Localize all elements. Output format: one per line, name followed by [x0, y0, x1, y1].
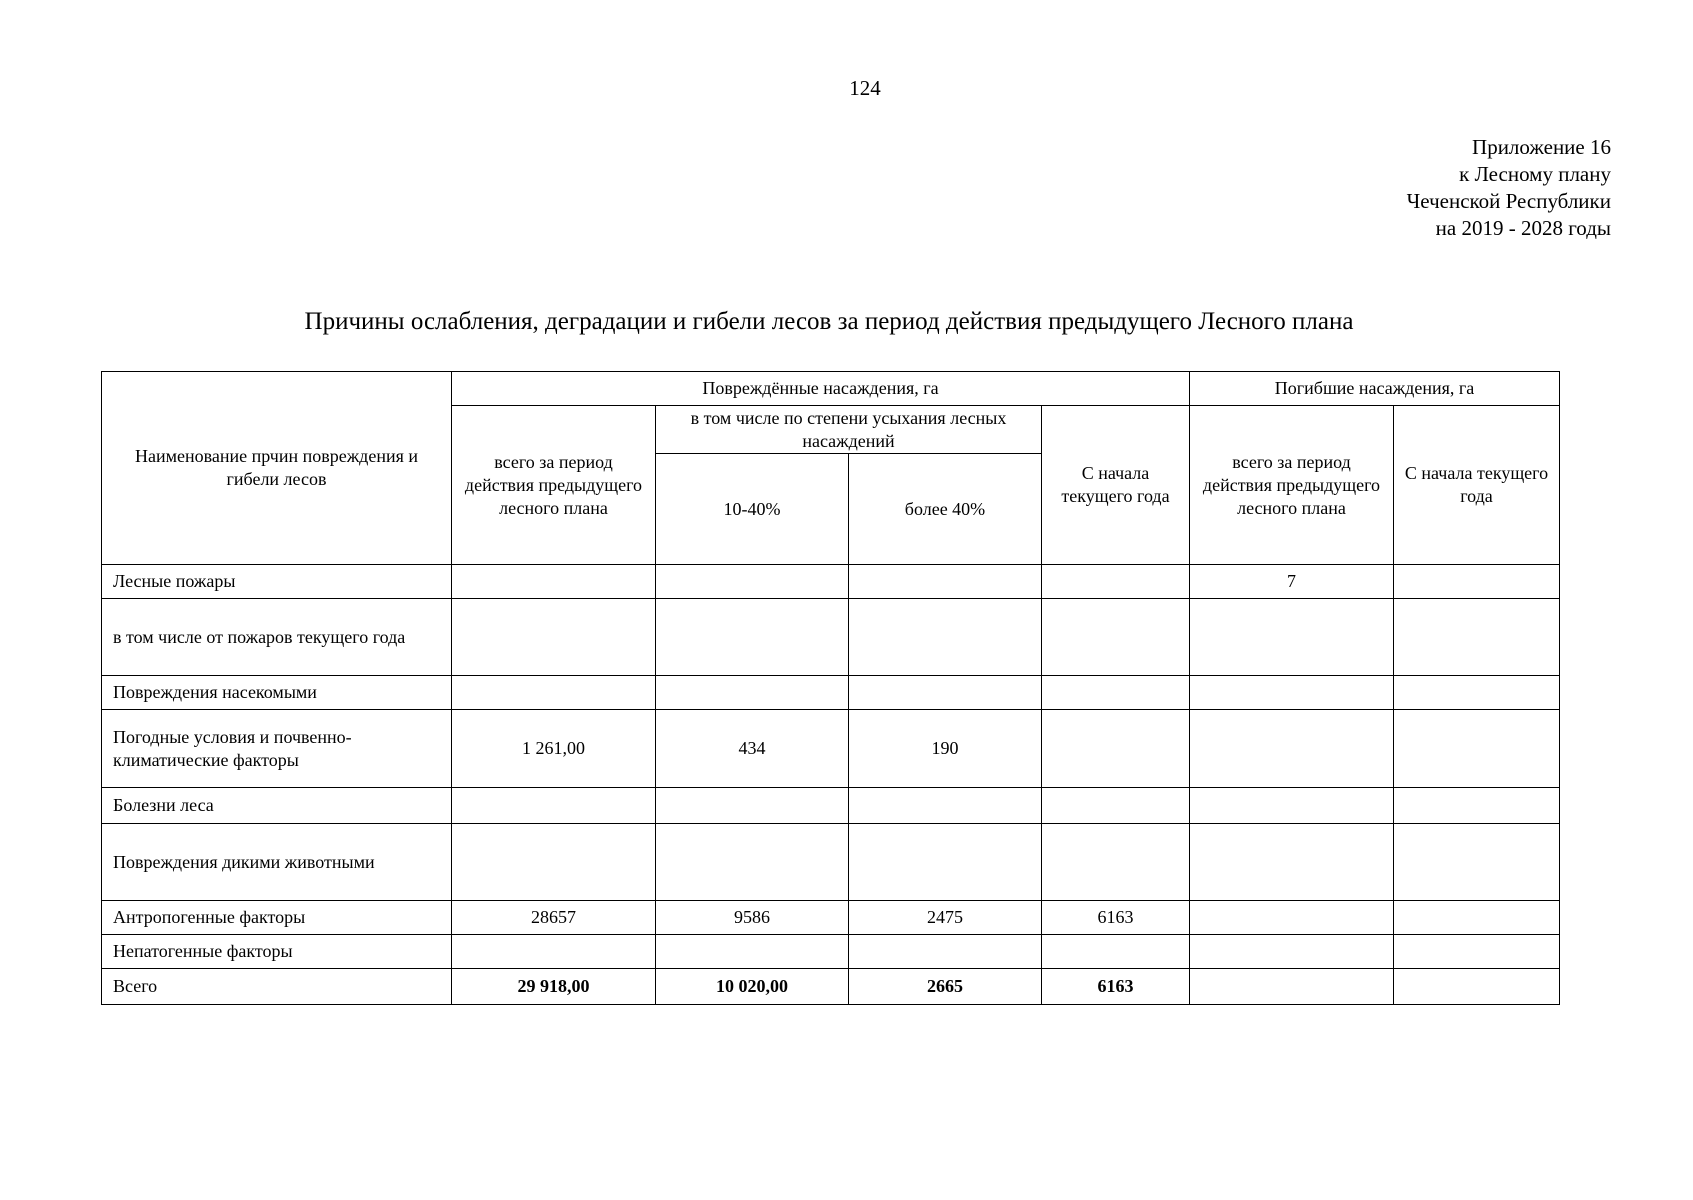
cell-10-40: 9586 — [656, 901, 849, 935]
table-row — [102, 676, 1560, 710]
cell-dead-total — [1190, 935, 1394, 969]
cell-since-year-start: 6163 — [1042, 969, 1190, 1005]
cell-dead-total — [1190, 788, 1394, 824]
header-dead-total-period: всего за период действия предыдущего лесного плана — [1190, 406, 1394, 565]
cell-total — [452, 565, 656, 599]
header-row-1 — [102, 372, 1560, 406]
row-cause: Болезни леса — [102, 788, 452, 824]
cell-over-40 — [849, 676, 1042, 710]
cell-10-40 — [656, 565, 849, 599]
row-cause: Всего — [102, 969, 452, 1005]
row-cause: Повреждения насекомыми — [102, 676, 452, 710]
cell-since-year-start — [1042, 565, 1190, 599]
table-row — [102, 788, 1560, 824]
cell-10-40 — [656, 599, 849, 676]
cell-over-40 — [849, 935, 1042, 969]
cell-since-year-start — [1042, 676, 1190, 710]
table-row — [102, 710, 1560, 788]
cell-total — [452, 935, 656, 969]
table-row — [102, 901, 1560, 935]
cell-over-40 — [849, 824, 1042, 901]
cell-over-40: 2665 — [849, 969, 1042, 1005]
appendix-line-2: к Лесному плану — [1459, 162, 1611, 186]
cell-10-40 — [656, 788, 849, 824]
cell-total — [452, 676, 656, 710]
row-cause: Лесные пожары — [102, 565, 452, 599]
header-by-degree: в том числе по степени усыхания лесных насаждений — [656, 406, 1042, 454]
cell-dead-since — [1394, 824, 1560, 901]
row-cause: Погодные условия и почвенно-климатические факторы — [102, 710, 452, 788]
appendix-line-3: Чеченской Республики — [1406, 189, 1611, 213]
total-row — [102, 969, 1560, 1005]
cell-dead-since — [1394, 599, 1560, 676]
cell-since-year-start — [1042, 710, 1190, 788]
cell-10-40: 10 020,00 — [656, 969, 849, 1005]
cell-10-40 — [656, 824, 849, 901]
cell-10-40 — [656, 676, 849, 710]
cell-since-year-start: 6163 — [1042, 901, 1190, 935]
forest-damage-table — [101, 371, 1560, 1005]
appendix-line-1: Приложение 16 — [1472, 135, 1611, 159]
table-row — [102, 565, 1560, 599]
cell-total: 28657 — [452, 901, 656, 935]
cell-dead-since — [1394, 969, 1560, 1005]
cell-total — [452, 788, 656, 824]
cell-since-year-start — [1042, 599, 1190, 676]
header-damaged-group: Повреждённые насаждения, га — [452, 372, 1190, 406]
cell-dead-since — [1394, 710, 1560, 788]
appendix-note — [1407, 134, 1611, 242]
cell-dead-since — [1394, 788, 1560, 824]
document-title: Причины ослабления, деградации и гибели лесов за период действия предыдущего Лесного плана — [304, 308, 1354, 335]
header-dead-group: Погибшие насаждения, га — [1190, 372, 1560, 406]
cell-total: 29 918,00 — [452, 969, 656, 1005]
cell-since-year-start — [1042, 788, 1190, 824]
header-total-period: всего за период действия предыдущего лесного плана — [452, 406, 656, 565]
row-cause: в том числе от пожаров текущего года — [102, 599, 452, 676]
table-row — [102, 599, 1560, 676]
cell-over-40 — [849, 565, 1042, 599]
table-row — [102, 935, 1560, 969]
header-degree-over-40: более 40% — [849, 454, 1042, 565]
header-cause-name: Наименование прчин повреждения и гибели лесов — [102, 372, 452, 565]
cell-dead-total — [1190, 969, 1394, 1005]
cell-since-year-start — [1042, 935, 1190, 969]
cell-dead-total — [1190, 676, 1394, 710]
header-degree-10-40: 10-40% — [656, 454, 849, 565]
cell-dead-total — [1190, 824, 1394, 901]
cell-total — [452, 824, 656, 901]
appendix-line-4: на 2019 - 2028 годы — [1435, 216, 1611, 240]
cell-total — [452, 599, 656, 676]
cell-since-year-start — [1042, 824, 1190, 901]
cell-dead-total: 7 — [1190, 565, 1394, 599]
row-cause: Повреждения дикими животными — [102, 824, 452, 901]
cell-total: 1 261,00 — [452, 710, 656, 788]
cell-dead-total — [1190, 599, 1394, 676]
cell-dead-since — [1394, 565, 1560, 599]
cell-over-40: 190 — [849, 710, 1042, 788]
cell-dead-total — [1190, 710, 1394, 788]
cell-dead-since — [1394, 901, 1560, 935]
cell-10-40 — [656, 935, 849, 969]
cell-over-40 — [849, 599, 1042, 676]
table-row — [102, 824, 1560, 901]
cell-over-40 — [849, 788, 1042, 824]
row-cause: Антропогенные факторы — [102, 901, 452, 935]
cell-dead-total — [1190, 901, 1394, 935]
header-dead-since-year-start: С начала текущего года — [1394, 406, 1560, 565]
cell-10-40: 434 — [656, 710, 849, 788]
header-since-year-start: С начала текущего года — [1042, 406, 1190, 565]
cell-dead-since — [1394, 935, 1560, 969]
row-cause: Непатогенные факторы — [102, 935, 452, 969]
cell-over-40: 2475 — [849, 901, 1042, 935]
page-number: 124 — [849, 76, 881, 100]
cell-dead-since — [1394, 676, 1560, 710]
